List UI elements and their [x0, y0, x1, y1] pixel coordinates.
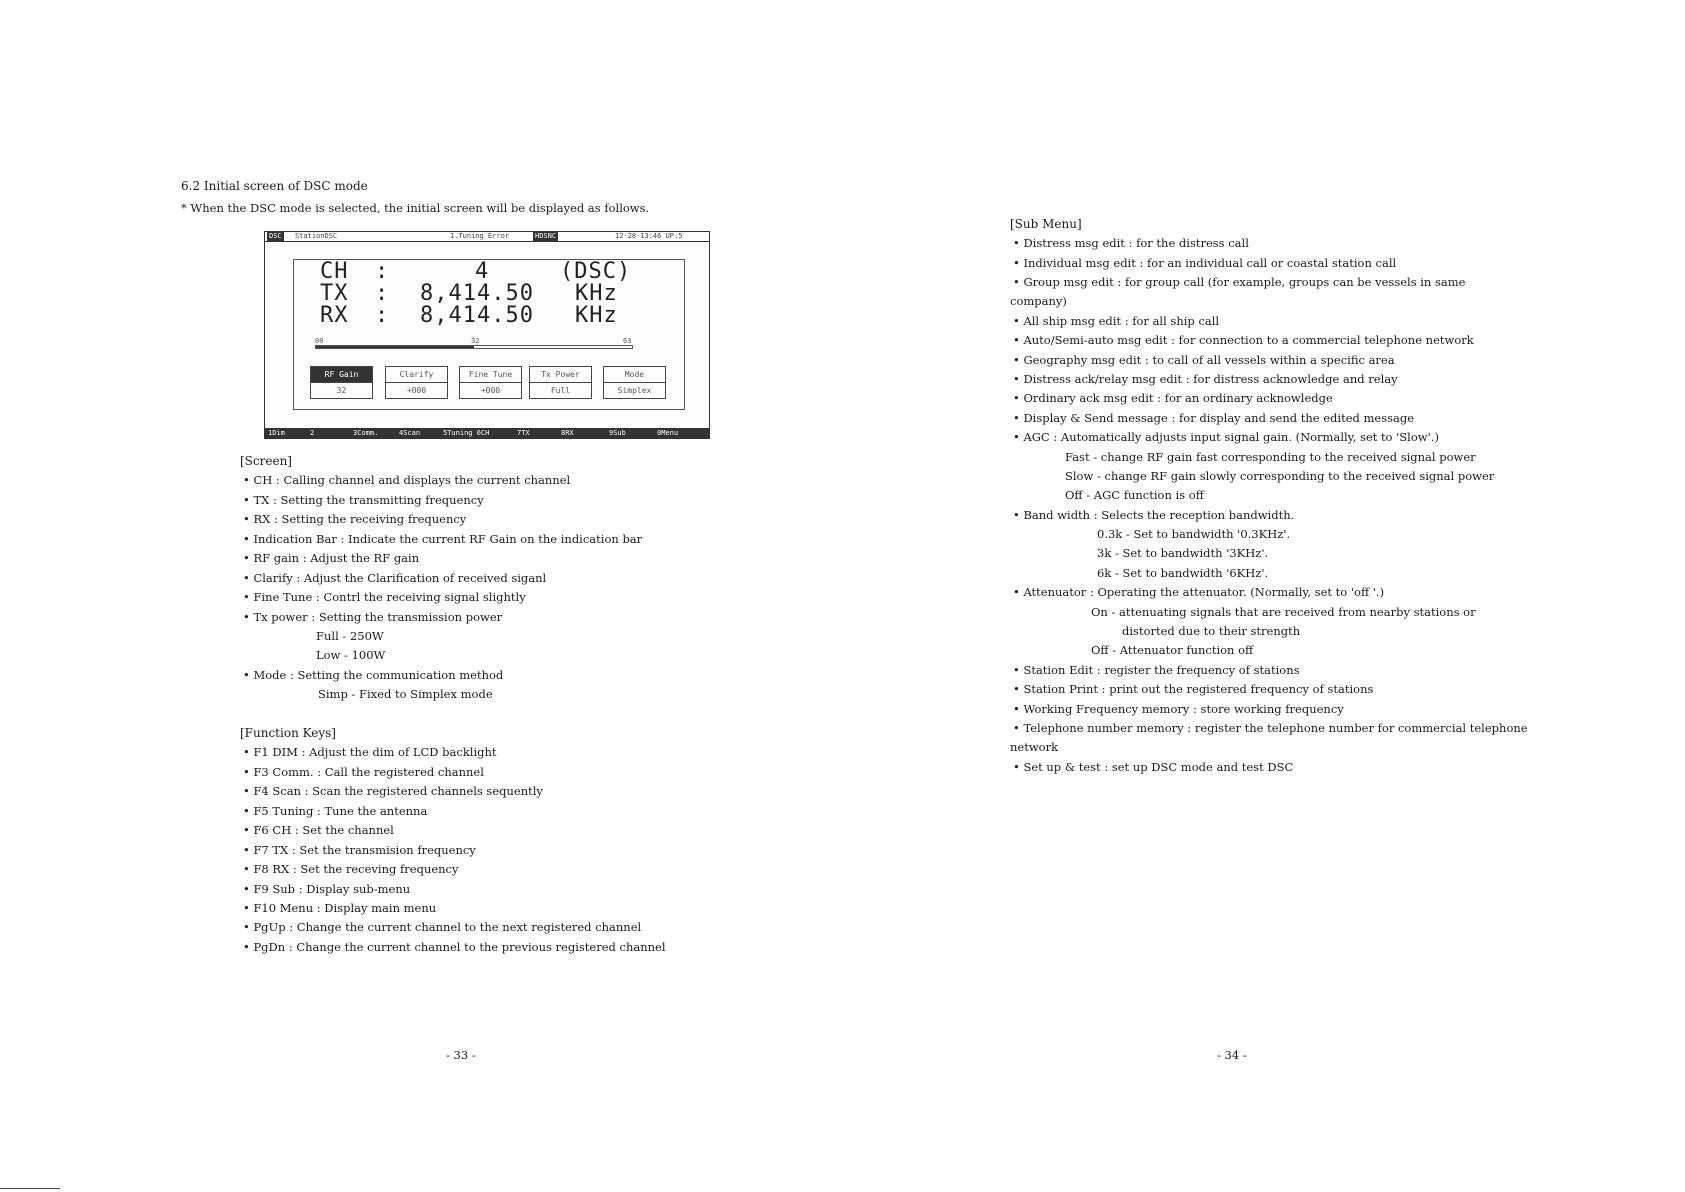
list-item: • Distress ack/relay msg edit : for distress acknowledge and relay: [1013, 372, 1398, 386]
tx-power-full: Full - 250W: [316, 629, 384, 643]
list-item: • PgDn : Change the current channel to the previous registered channel: [243, 940, 666, 954]
list-item: • RF gain : Adjust the RF gain: [243, 551, 420, 565]
list-item: • Station Print : print out the registered frequency of stations: [1013, 682, 1374, 696]
tx-power-label: Tx Power: [530, 367, 591, 383]
list-item: • F9 Sub : Display sub-menu: [243, 882, 411, 896]
lcd-status-bar: [265, 232, 709, 242]
bar-track: [315, 345, 633, 349]
list-item: • F10 Menu : Display main menu: [243, 901, 437, 915]
rf-gain-label: RF Gain: [311, 367, 372, 383]
list-item: • F5 Tuning : Tune the antenna: [243, 804, 428, 818]
tx-colon: :: [375, 281, 390, 306]
tx-power-control: [529, 366, 592, 399]
rf-gain-control: [310, 366, 373, 399]
list-item-continuation: company): [1010, 294, 1067, 308]
fine-tune-control: [459, 366, 522, 399]
fine-tune-value: +000: [480, 386, 501, 395]
bar-mid-label: 32: [471, 337, 480, 345]
rx-unit: KHz: [575, 303, 618, 328]
submenu-heading: [Sub Menu]: [1010, 217, 1082, 231]
tx-value: 8,414.50: [420, 281, 534, 306]
lcd-fkey: 9Sub: [609, 429, 626, 437]
list-item: • Display & Send message : for display and send the edited message: [1013, 411, 1415, 425]
rf-gain-value: 32: [336, 386, 347, 395]
list-item: • F7 TX : Set the transmision frequency: [243, 843, 476, 857]
lcd-fkey: 4Scan: [399, 429, 421, 437]
list-item: • Geography msg edit : to call of all vessels within a specific area: [1013, 353, 1395, 367]
lcd-fkey: 3Comm.: [353, 429, 379, 437]
list-item: • RX : Setting the receiving frequency: [243, 512, 467, 526]
list-item: • PgUp : Change the current channel to the next registered channel: [243, 920, 642, 934]
list-item: • F4 Scan : Scan the registered channels sequently: [243, 784, 543, 798]
att-on-cont: distorted due to their strength: [1122, 624, 1301, 638]
lcd-fkey: 5Tuning 6CH: [443, 429, 490, 437]
list-item: • Telephone number memory : register the telephone number for commercial telephone: [1013, 721, 1528, 735]
lcd-status: 1.Tuning Error: [450, 232, 510, 240]
mode-value: Simplex: [617, 386, 652, 395]
function-keys-heading: [Function Keys]: [240, 726, 336, 740]
lcd-time: 12-28-13:46 UP:5: [615, 232, 683, 240]
lcd-fkey: 2: [310, 429, 315, 437]
ch-mode: (DSC): [560, 259, 632, 284]
bar-min-label: 00: [315, 337, 324, 345]
agc-fast: Fast - change RF gain fast corresponding to the received signal power: [1065, 450, 1476, 464]
att-off: Off - Attenuator function off: [1091, 643, 1254, 657]
list-item: • CH : Calling channel and displays the current channel: [243, 473, 571, 487]
ch-label: CH: [320, 259, 349, 284]
lcd-station: StationDSC: [295, 232, 338, 240]
ch-value: 4: [475, 259, 490, 284]
ch-colon: :: [375, 259, 390, 284]
clarify-value: +000: [406, 386, 427, 395]
list-item: • Set up & test : set up DSC mode and test DSC: [1013, 760, 1294, 774]
lcd-mode-tag: DSC: [269, 232, 282, 240]
tx-unit: KHz: [575, 281, 618, 306]
fine-tune-label: Fine Tune: [460, 367, 521, 383]
list-item: • F6 CH : Set the channel: [243, 823, 394, 837]
list-item: • TX : Setting the transmitting frequency: [243, 493, 484, 507]
list-item: • All ship msg edit : for all ship call: [1013, 314, 1220, 328]
list-item: • F8 RX : Set the receving frequency: [243, 862, 459, 876]
dsc-lcd-screenshot: [264, 231, 710, 439]
mode-simp: Simp - Fixed to Simplex mode: [318, 687, 493, 701]
list-item: • Clarify : Adjust the Clarification of received siganl: [243, 571, 547, 585]
lcd-fkey: 0Menu: [657, 429, 679, 437]
rx-label: RX: [320, 303, 349, 328]
tx-power-low: Low - 100W: [316, 648, 386, 662]
bar-fill: [316, 346, 474, 348]
list-item: • Distress msg edit : for the distress call: [1013, 236, 1249, 250]
tx-power-value: Full: [550, 386, 571, 395]
list-item: • F3 Comm. : Call the registered channel: [243, 765, 484, 779]
att-on: On - attenuating signals that are received from nearby stations or: [1091, 605, 1476, 619]
list-item-continuation: network: [1010, 740, 1059, 754]
scan-edge-line: [0, 1188, 60, 1189]
intro-text: * When the DSC mode is selected, the initial screen will be displayed as follows.: [181, 201, 650, 215]
list-item: • Indication Bar : Indicate the current RF Gain on the indication bar: [243, 532, 643, 546]
lcd-highlight: HDSNC: [535, 232, 557, 240]
agc-off: Off - AGC function is off: [1065, 488, 1204, 502]
agc-slow: Slow - change RF gain slowly corresponding to the received signal power: [1065, 469, 1495, 483]
lcd-function-key-bar: [265, 428, 709, 438]
bw-3k: 3k - Set to bandwidth '3KHz'.: [1097, 546, 1269, 560]
page-number: - 34 -: [1217, 1048, 1247, 1062]
list-item: • Auto/Semi-auto msg edit : for connection to a commercial telephone network: [1013, 333, 1474, 347]
rx-colon: :: [375, 303, 390, 328]
bw-6k: 6k - Set to bandwidth '6KHz'.: [1097, 566, 1269, 580]
clarify-control: [385, 366, 448, 399]
clarify-label: Clarify: [386, 367, 447, 383]
tx-label: TX: [320, 281, 349, 306]
list-item: • Band width : Selects the reception bandwidth.: [1013, 508, 1295, 522]
lcd-fkey: 1Dim: [268, 429, 285, 437]
list-item: • Ordinary ack msg edit : for an ordinary acknowledge: [1013, 391, 1333, 405]
bar-max-label: 63: [623, 337, 632, 345]
mode-control: [603, 366, 666, 399]
page-number: - 33 -: [446, 1048, 476, 1062]
list-item: • Fine Tune : Contrl the receiving signal slightly: [243, 590, 526, 604]
list-item: • Station Edit : register the frequency of stations: [1013, 663, 1300, 677]
list-item: • Individual msg edit : for an individual call or coastal station call: [1013, 256, 1397, 270]
list-item: • Working Frequency memory : store working frequency: [1013, 702, 1344, 716]
bw-03k: 0.3k - Set to bandwidth '0.3KHz'.: [1097, 527, 1291, 541]
list-item: • Tx power : Setting the transmission power: [243, 610, 503, 624]
lcd-fkey: 7TX: [517, 429, 530, 437]
list-item: • Group msg edit : for group call (for example, groups can be vessels in same: [1013, 275, 1466, 289]
rf-gain-indication-bar: [315, 337, 633, 351]
screen-heading: [Screen]: [240, 454, 292, 468]
lcd-fkey: 8RX: [561, 429, 574, 437]
mode-label: Mode: [604, 367, 665, 383]
list-item: • AGC : Automatically adjusts input signal gain. (Normally, set to 'Slow'.): [1013, 430, 1439, 444]
section-title: 6.2 Initial screen of DSC mode: [181, 179, 368, 193]
rx-value: 8,414.50: [420, 303, 534, 328]
list-item: • Attenuator : Operating the attenuator. (Normally, set to 'off '.): [1013, 585, 1385, 599]
list-item: • F1 DIM : Adjust the dim of LCD backlight: [243, 745, 497, 759]
list-item: • Mode : Setting the communication method: [243, 668, 504, 682]
